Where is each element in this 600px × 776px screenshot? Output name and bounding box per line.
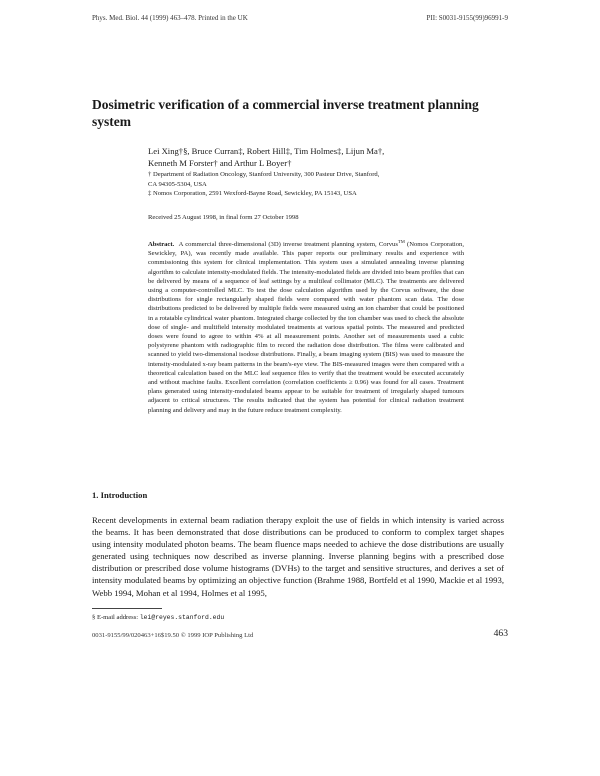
footnote <box>92 614 224 621</box>
affiliations <box>148 170 448 199</box>
journal-citation: Phys. Med. Biol. 44 (1999) 463–478. Printed in the UK <box>92 14 248 22</box>
trademark-mark: TM <box>397 238 405 244</box>
email-address: lei@reyes.stanford.edu <box>139 614 225 621</box>
abstract <box>148 240 464 415</box>
affiliation-line: ‡ Nomos Corporation, 2591 Wexford-Bayne Road, Sewickley, PA 15143, USA <box>148 190 357 198</box>
affiliation-line: † Department of Radiation Oncology, Stanford University, 300 Pasteur Drive, Stanford, <box>148 171 380 178</box>
abstract-text-start: A commercial three-dimensional (3D) inverse treatment planning system, Corvus <box>178 241 398 248</box>
paper-title: Dosimetric verification of a commercial inverse treatment planning system <box>92 97 479 129</box>
footnote-rule <box>92 608 162 609</box>
footnote-label: § E-mail address: <box>92 614 139 621</box>
pii-identifier: PII: S0031-9155(99)96991-9 <box>426 14 508 22</box>
page-number: 463 <box>493 628 508 639</box>
author-line-1: Lei Xing†§, Bruce Curran‡, Robert Hill‡, Tim Holmes‡, Lijun Ma†, <box>148 146 385 156</box>
author-list <box>148 146 478 169</box>
section-heading: 1. Introduction <box>92 490 148 500</box>
abstract-text-rest: (Nomos Corporation, Sewickley, PA), was recently made available. This paper reports our preliminary results and experience with commissioning this system for clinical implementation. This system uses a simulated annealing inverse planning algorithm to calculate intensity-modulated fields. The intensity-modulated fields are divided into beam profiles that can be delivered by means of a sequence of leaf settings by a multileaf collimator (MLC). The treatments are delivered using a computer-controlled MLC. To test the dose calculation algorithm used by the Corvus software, the dose distributions for single rectangularly shaped fields were compared with water phantom scan data. The dose distributions predicted to be delivered by multiple fields were measured using an ion chamber that could be positioned in a rotatable cylindrical water phantom. Integrated charge collected by the ion chamber was used to check the absolute dose of single- and multifield intensity modulated treatments at various spatial points. The measured and predicted doses were found to agree to within 4% at all measurement points. Another set of measurements used a cubic polystyrene phantom with radiographic film to record the radiation dose distribution. The films were calibrated and scanned to yield two-dimensional isodose distributions. Finally, a beam imaging system (BIS) was used to measure the intensity-modulated x-ray beam patterns in the beam's-eye view. The BIS-measured images were then compared with a theoretical calculation based on the MLC leaf sequence files to verify that the treatment would be executed accurately and without machine faults. Excellent correlation (correlation coefficients ≥ 0.96) was found for all cases. Treatment plans generated using intensity-modulated beams appear to be suitable for treatment of irregularly shaped tumours adjacent to critical structures. The results indicated that the system has potential for clinical radiation treatment planning and delivery and may in the future reduce treatment complexity. <box>148 241 464 414</box>
copyright-line: 0031-9155/99/020463+16$19.50 © 1999 IOP Publishing Ltd <box>92 632 254 639</box>
introduction-text: Recent developments in external beam radiation therapy exploit the use of fields in which intensity is varied across the beams. It has been demonstrated that dose distributions can be produced to conform to complex target shapes using intensity modulated photon beams. The beam fluence maps needed to achieve the dose distributions are usually generated using techniques now described as inverse planning. Inverse planning begins with a prescribed dose distribution or prescribed dose volume histograms (DVHs) to the target and sensitive structures, and derives a set of intensity modulated beams by optimizing an objective function (Brahme 1988, Bortfeld et al 1990, Mackie et al 1993, Webb 1994, Mohan et al 1994, Holmes et al 1995, <box>92 515 504 598</box>
affiliation-line: CA 94305-5304, USA <box>148 180 207 188</box>
author-line-2: Kenneth M Forster† and Arthur L Boyer† <box>148 157 292 168</box>
abstract-label: Abstract. <box>148 241 175 248</box>
received-date: Received 25 August 1998, in final form 27 October 1998 <box>148 214 299 221</box>
